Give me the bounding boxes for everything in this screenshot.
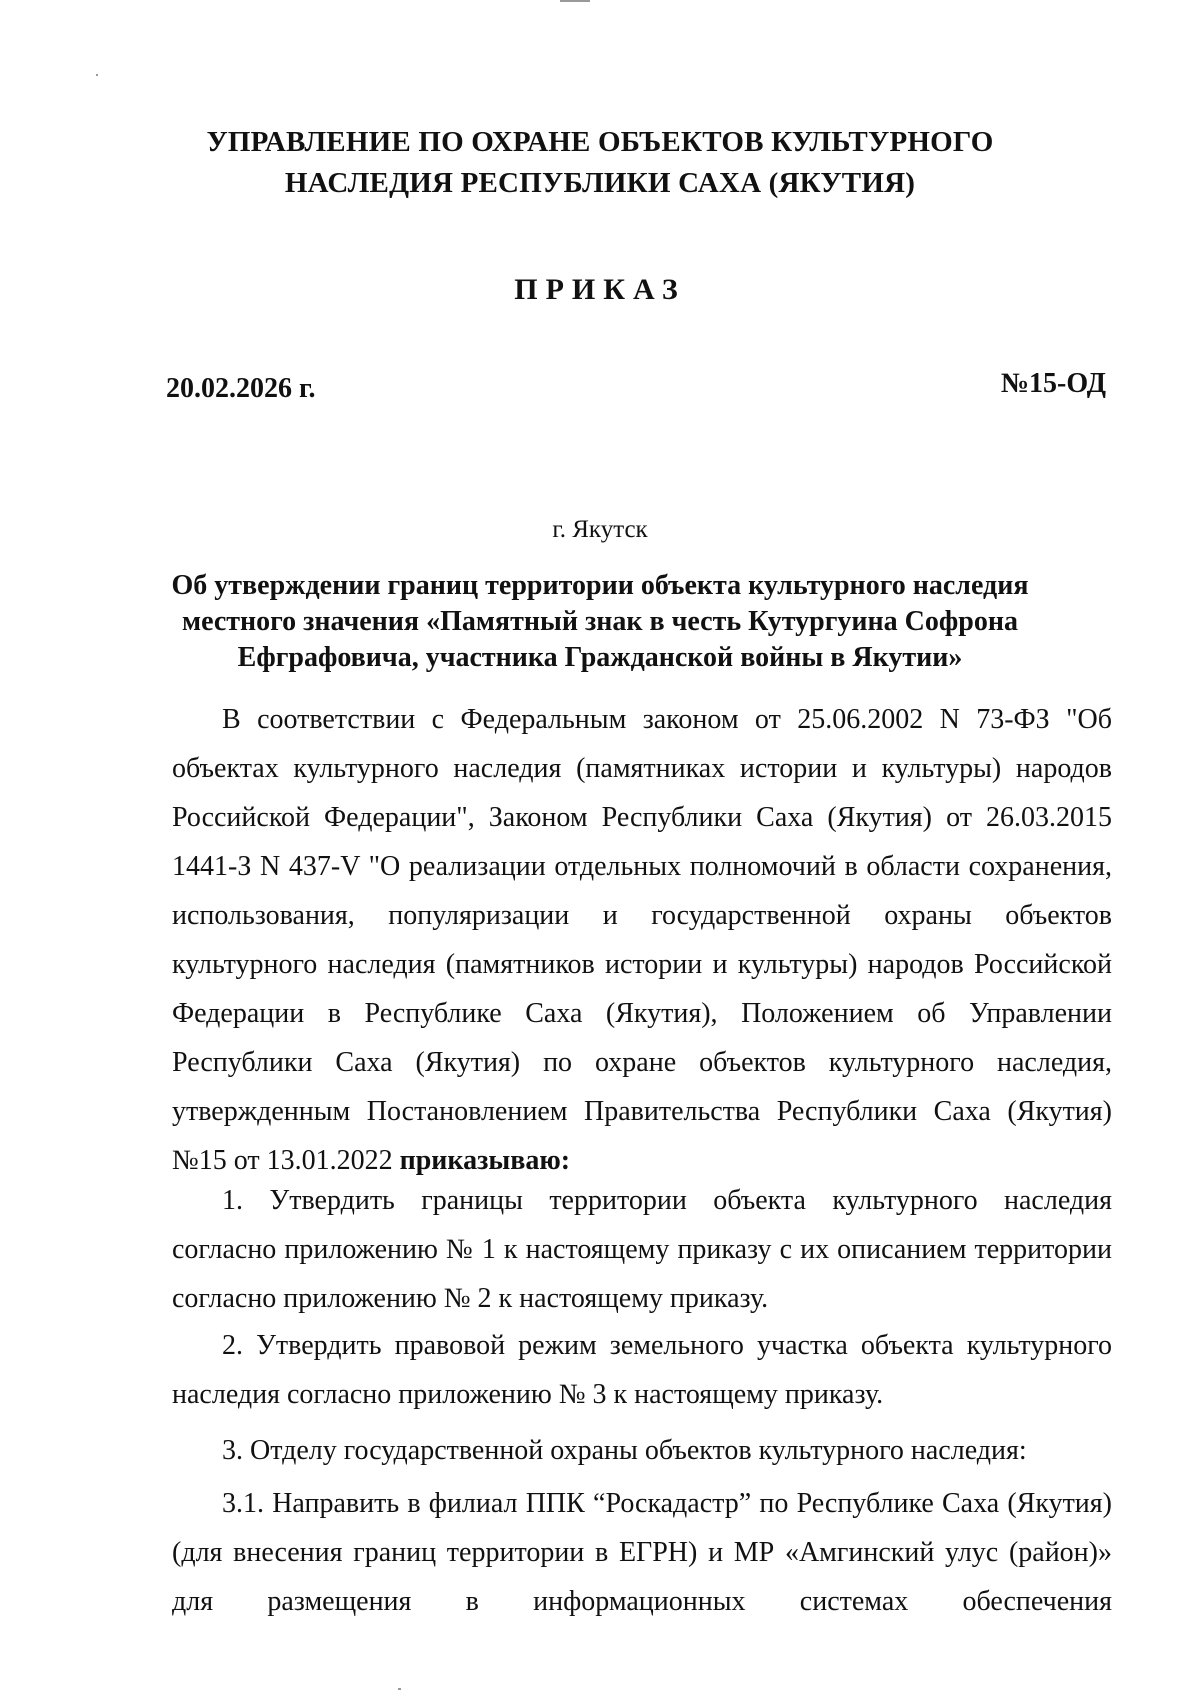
text-line: согласно приложению № 1 к настоящему приказу с их описанием территории (172, 1234, 1112, 1265)
text-line: (для внесения границ территории в ЕГРН) и МР «Амгинский улус (район)» (172, 1537, 1112, 1568)
text-line: утвержденным Постановлением Правительства Республики Саха (Якутия) (172, 1096, 1112, 1127)
text-line: согласно приложению № 2 к настоящему приказу. (172, 1283, 769, 1314)
resolution-ref: №15 от 13.01.2022 (172, 1145, 400, 1176)
text-line: использования, популяризации и государственной охраны объектов (172, 900, 1112, 931)
document-type-title: ПРИКАЗ (514, 273, 686, 306)
text-line: В соответствии с Федеральным законом от 25.06.2002 N 73-ФЗ "Об (222, 704, 1112, 735)
text-line (172, 1136, 1112, 1185)
scan-mark (560, 0, 590, 2)
agency-name (160, 122, 1040, 204)
scan-mark (398, 1688, 401, 1690)
subject-line: Ефграфовича, участника Гражданской войны в Якутии» (237, 642, 963, 673)
text-line: культурного наследия (памятников истории и культуры) народов Российской (172, 949, 1112, 980)
text-line: Российской Федерации", Законом Республики Саха (Якутия) от 26.03.2015 (172, 802, 1112, 833)
order-date: 20.02.2026 г. (166, 373, 316, 404)
issue-city: г. Якутск (552, 516, 648, 543)
order-item-3-1 (172, 1488, 1112, 1635)
text-line: 1441-З N 437-V "О реализации отдельных полномочий в области сохранения, (172, 851, 1112, 882)
order-item-3 (172, 1435, 1112, 1484)
text-line: объектах культурного наследия (памятниках истории и культуры) народов (172, 753, 1112, 784)
resolution-verb: приказываю: (399, 1145, 571, 1176)
order-subject (160, 568, 1040, 676)
text-line: 3. Отделу государственной охраны объектов культурного наследия: (222, 1435, 1027, 1466)
order-item-1 (172, 1185, 1112, 1332)
text-line: 3.1. Направить в филиал ППК “Роскадастр” по Республике Саха (Якутия) (222, 1488, 1112, 1519)
text-line: для размещения в информационных системах обеспечения (172, 1586, 1112, 1617)
scan-mark (96, 74, 98, 76)
agency-name-line: НАСЛЕДИЯ РЕСПУБЛИКИ САХА (ЯКУТИЯ) (284, 167, 916, 199)
text-line: 1. Утвердить границы территории объекта культурного наследия (222, 1185, 1112, 1216)
agency-name-line: УПРАВЛЕНИЕ ПО ОХРАНЕ ОБЪЕКТОВ КУЛЬТУРНОГО (206, 126, 994, 158)
subject-line: местного значения «Памятный знак в честь Кутургуина Софрона (182, 606, 1018, 637)
subject-line: Об утверждении границ территории объекта культурного наследия (171, 570, 1029, 601)
preamble-paragraph (172, 695, 1112, 1185)
text-line: Республики Саха (Якутия) по охране объектов культурного наследия, (172, 1047, 1112, 1078)
text-line: наследия согласно приложению № 3 к настоящему приказу. (172, 1379, 884, 1410)
order-item-2 (172, 1330, 1112, 1428)
text-line: 2. Утвердить правовой режим земельного участка объекта культурного (222, 1330, 1112, 1361)
order-number: №15-ОД (1000, 368, 1106, 399)
text-line: Федерации в Республике Саха (Якутия), Положением об Управлении (172, 998, 1112, 1029)
